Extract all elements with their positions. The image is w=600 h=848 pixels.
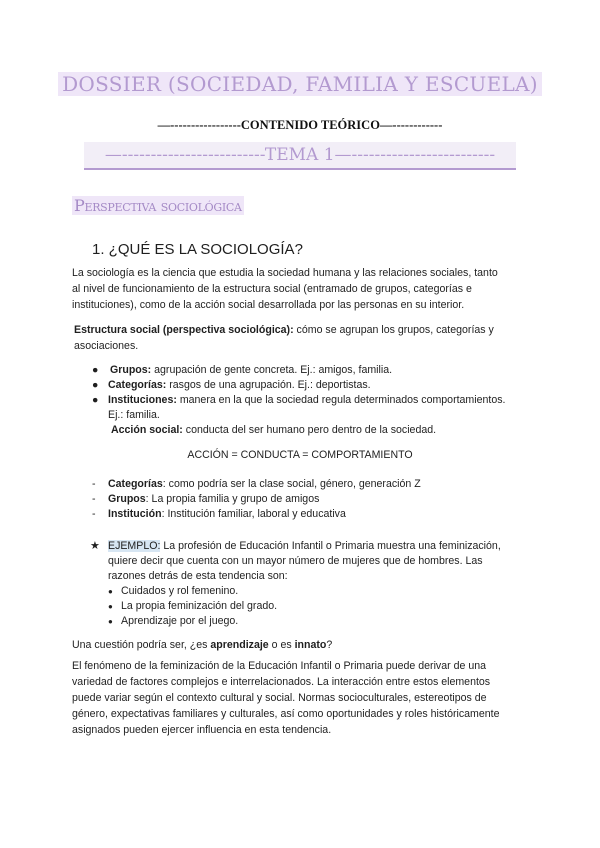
tema-heading: —-------------------------TEMA 1—-------------------------	[104, 145, 496, 165]
document-title: DOSSIER (SOCIEDAD, FAMILIA Y ESCUELA)	[0, 72, 600, 96]
bullet-dot: ●	[92, 364, 99, 376]
intro-paragraph	[72, 265, 532, 313]
subtitle: —-----------------CONTENIDO TEÓRICO—------------	[157, 118, 443, 132]
bullet-item: Instituciones: manera en la que la sociedad regula determinados comportamientos.	[108, 394, 506, 406]
bullet-continuation: Ej.: familia.	[108, 409, 160, 421]
dash-item: Categorías: como podría ser la clase social, género, generación Z	[108, 478, 421, 490]
intro-line: instituciones), como de la acción social desarrollada por las personas en su interior.	[72, 299, 465, 311]
sub-bullet-item: Cuidados y rol femenino.	[121, 585, 239, 597]
section-title: Perspectiva sociológica	[74, 196, 242, 215]
closing-line: puede variar según el contexto cultural y social. Normas socioculturales, estereotipos de	[72, 692, 487, 704]
dash-marker: -	[92, 508, 96, 520]
estructura-paragraph	[74, 322, 534, 354]
sub-bullet-dot: ●	[108, 617, 113, 626]
ejemplo-line: quiere decir que cuenta con un mayor número de mujeres que de hombres. Las	[108, 555, 483, 567]
closing-line: asignados pueden ejercer influencia en esta tendencia.	[72, 724, 332, 736]
closing-line: El fenómeno de la feminización de la Educación Infantil o Primaria puede derivar de una	[72, 660, 486, 672]
sub-bullet-item: La propia feminización del grado.	[121, 600, 278, 612]
dash-marker: -	[92, 478, 96, 490]
bullet-dot: ●	[92, 379, 99, 391]
formula: ACCIÓN = CONDUCTA = COMPORTAMIENTO	[187, 449, 413, 461]
bullet-dot: ●	[92, 394, 99, 406]
ejemplo-line: EJEMPLO: La profesión de Educación Infantil o Primaria muestra una feminización,	[108, 540, 501, 552]
estructura-label: Estructura social (perspectiva sociológica):	[74, 324, 294, 336]
sub-bullet-dot: ●	[108, 587, 113, 596]
bullet-item: Grupos: agrupación de gente concreta. Ej.: amigos, familia.	[110, 364, 393, 376]
dash-marker: -	[92, 493, 96, 505]
question-line: Una cuestión podría ser, ¿es aprendizaje o es innato?	[72, 639, 333, 651]
closing-paragraph	[72, 658, 542, 738]
intro-line: La sociología es la ciencia que estudia la sociedad humana y las relaciones sociales, tanto	[72, 267, 498, 279]
closing-line: género, expectativas familiares y culturales, así como oportunidades y roles históricamente	[72, 708, 500, 720]
accion-social: Acción social: conducta del ser humano pero dentro de la sociedad.	[111, 424, 437, 436]
heading-question: 1. ¿QUÉ ES LA SOCIOLOGÍA?	[92, 241, 303, 258]
sub-bullet-item: Aprendizaje por el juego.	[121, 615, 239, 627]
dash-item: Grupos: La propia familia y grupo de amigos	[108, 493, 320, 505]
intro-line: al nivel de funcionamiento de la estructura social (entramado de grupos, categorías e	[72, 283, 472, 295]
dash-item: Institución: Institución familiar, laboral y educativa	[108, 508, 346, 520]
closing-line: variedad de factores complejos e interrelacionados. La interacción entre estos elementos	[72, 676, 491, 688]
estructura-text2: asociaciones.	[74, 340, 139, 352]
estructura-text: cómo se agrupan los grupos, categorías y	[293, 324, 494, 336]
ejemplo-label: EJEMPLO:	[108, 540, 161, 552]
bullet-item: Categorías: rasgos de una agrupación. Ej.: deportistas.	[108, 379, 371, 391]
sub-bullet-dot: ●	[108, 602, 113, 611]
star-icon: ★	[90, 540, 100, 552]
ejemplo-line: razones detrás de esta tendencia son:	[108, 570, 288, 582]
